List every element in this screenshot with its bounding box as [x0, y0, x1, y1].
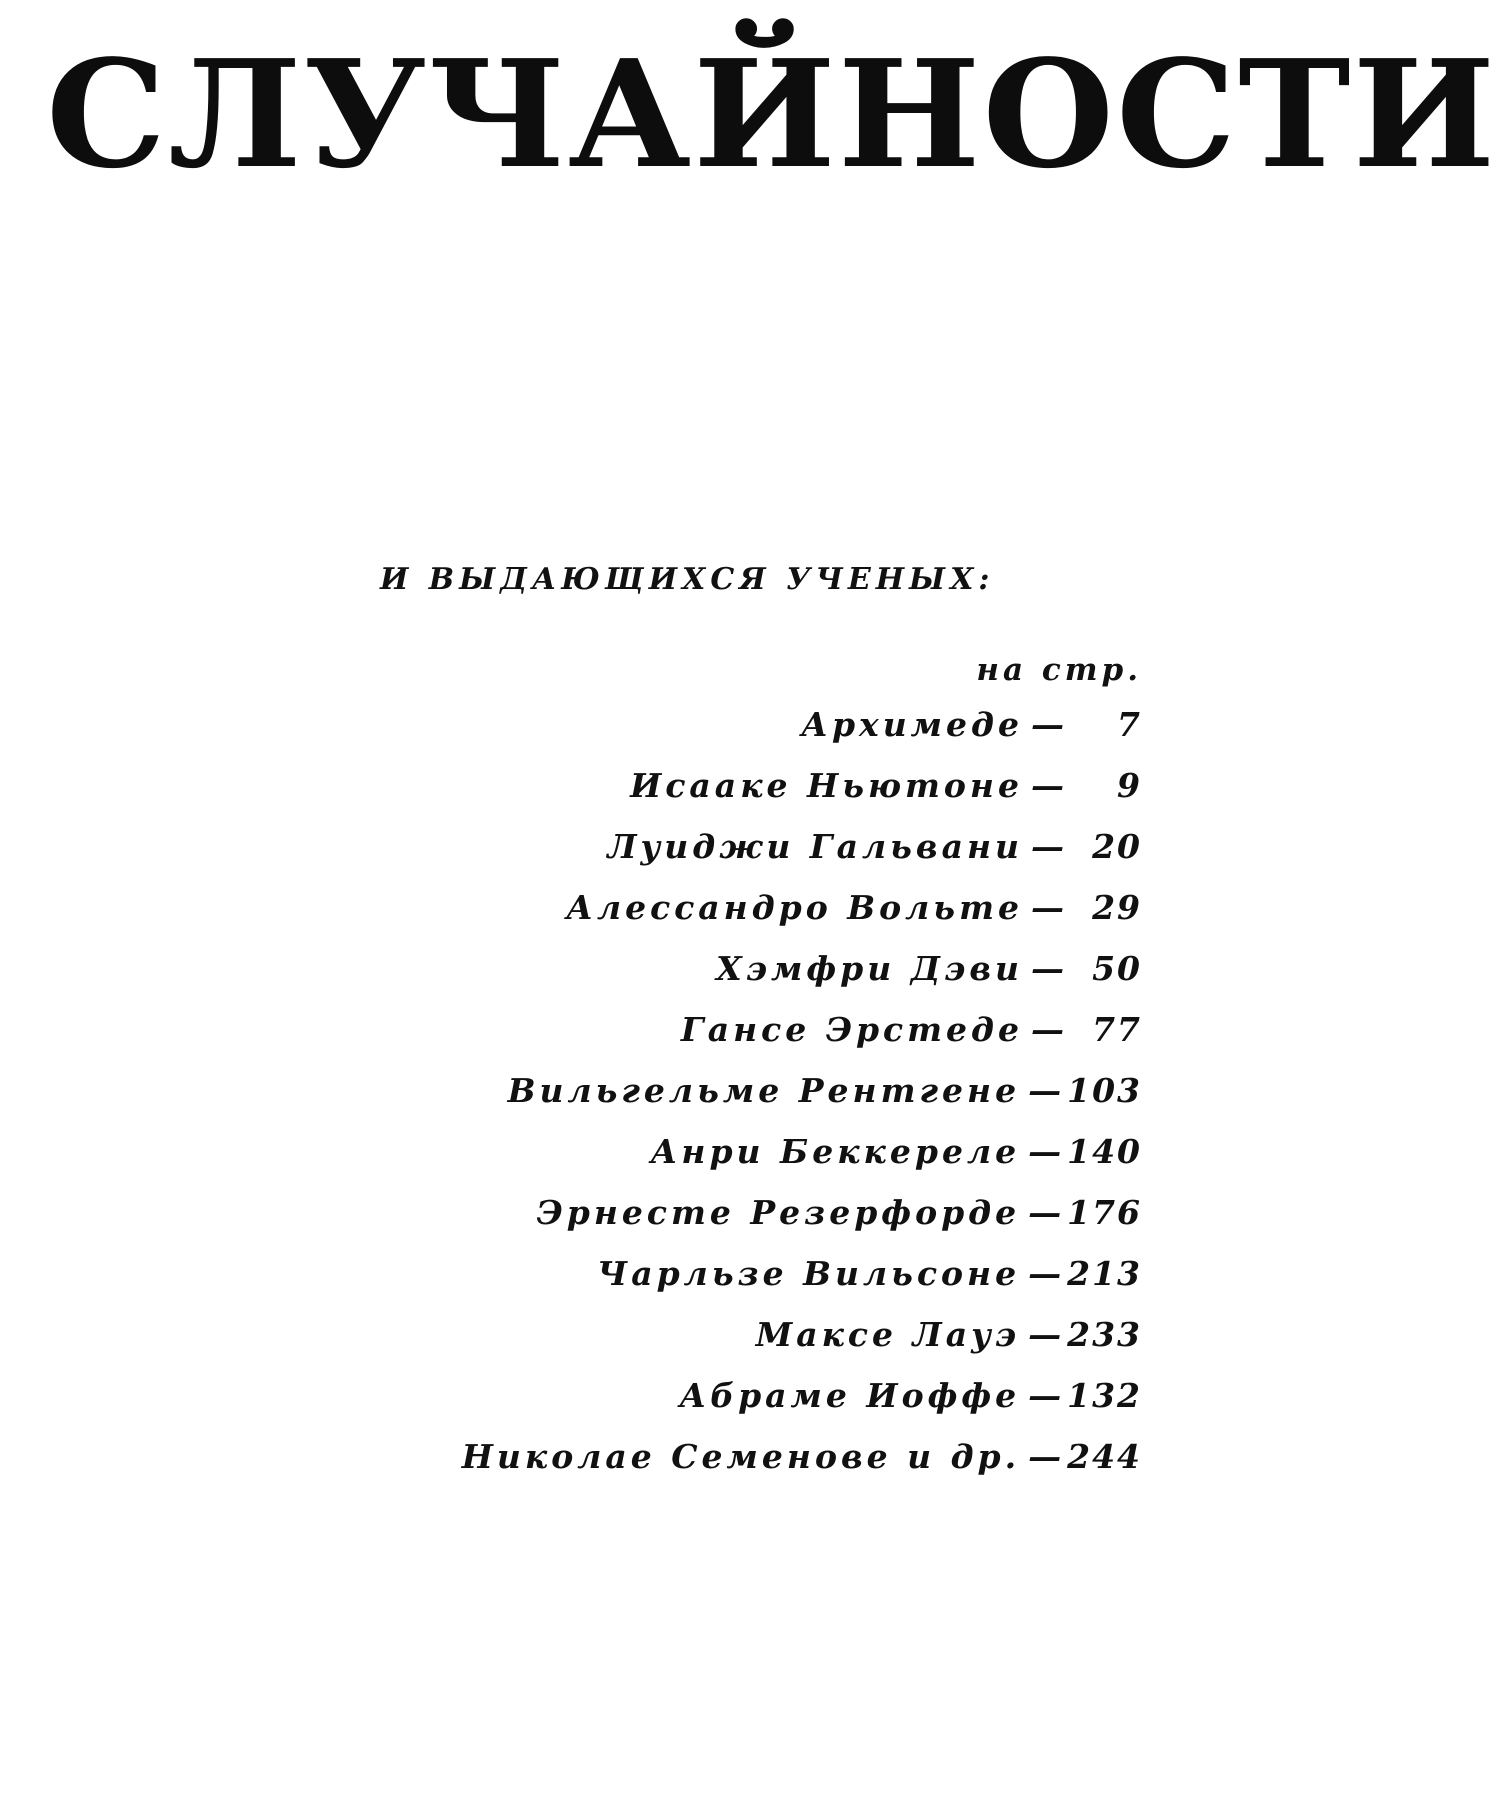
- entry-page-number: 7: [1117, 705, 1142, 744]
- entry-name: Исааке Ньютоне: [630, 766, 1023, 805]
- contents-entry: [462, 949, 1142, 1010]
- entry-dash: —: [1031, 827, 1064, 866]
- entry-name: Гансе Эрстеде: [680, 1010, 1023, 1049]
- entry-dash: —: [1031, 705, 1064, 744]
- entry-page-number: 233: [1067, 1315, 1142, 1354]
- contents-entry: [462, 766, 1142, 827]
- contents-entry: [462, 1315, 1142, 1376]
- entry-name: Хэмфри Дэви: [716, 949, 1023, 988]
- contents-entry: [462, 1437, 1142, 1498]
- entry-page-number: 20: [1092, 827, 1142, 866]
- entry-dash: —: [1028, 1071, 1062, 1110]
- entry-name: Чарльзе Вильсоне: [597, 1254, 1021, 1293]
- entry-page-number: 176: [1067, 1193, 1142, 1232]
- entry-name: Максе Лауэ: [755, 1315, 1021, 1354]
- entry-dash: —: [1028, 1437, 1062, 1476]
- entry-page-number: 140: [1067, 1132, 1142, 1171]
- entry-name: Николае Семенове и др.: [461, 1437, 1021, 1476]
- contents-entry: [462, 1193, 1142, 1254]
- entry-dash: —: [1028, 1132, 1062, 1171]
- contents-entry: [462, 827, 1142, 888]
- contents-entry: [462, 1376, 1142, 1437]
- entry-page-number: 213: [1067, 1254, 1142, 1293]
- entry-dash: —: [1031, 888, 1064, 927]
- page-title: СЛУЧАЙНОСТИ: [46, 27, 1497, 201]
- contents-entry: [462, 1010, 1142, 1071]
- entry-dash: —: [1028, 1315, 1062, 1354]
- contents-list: [462, 705, 1142, 1498]
- page-column-header: на стр.: [976, 652, 1142, 688]
- entry-name: Луиджи Гальвани: [607, 827, 1023, 866]
- entry-page-number: 77: [1092, 1010, 1142, 1049]
- entry-page-number: 9: [1117, 766, 1142, 805]
- contents-entry: [462, 1071, 1142, 1132]
- contents-entry: [462, 1132, 1142, 1193]
- entry-dash: —: [1028, 1254, 1062, 1293]
- entry-page-number: 29: [1092, 888, 1142, 927]
- entry-name: Вильгельме Рентгене: [507, 1071, 1021, 1110]
- entry-name: Абраме Иоффе: [679, 1376, 1021, 1415]
- contents-entry: [462, 1254, 1142, 1315]
- entry-dash: —: [1028, 1376, 1062, 1415]
- entry-dash: —: [1028, 1193, 1062, 1232]
- entry-dash: —: [1031, 949, 1064, 988]
- entry-name: Эрнесте Резерфорде: [536, 1193, 1021, 1232]
- entry-page-number: 244: [1067, 1437, 1142, 1476]
- subtitle: И ВЫДАЮЩИХСЯ УЧЕНЫХ:: [380, 562, 995, 597]
- entry-page-number: 103: [1067, 1071, 1142, 1110]
- entry-name: Алессандро Вольте: [566, 888, 1023, 927]
- entry-dash: —: [1031, 1010, 1064, 1049]
- contents-entry: [462, 705, 1142, 766]
- entry-dash: —: [1031, 766, 1064, 805]
- entry-name: Анри Беккереле: [650, 1132, 1021, 1171]
- entry-name: Архимеде: [801, 705, 1023, 744]
- entry-page-number: 132: [1067, 1376, 1142, 1415]
- entry-page-number: 50: [1092, 949, 1142, 988]
- contents-entry: [462, 888, 1142, 949]
